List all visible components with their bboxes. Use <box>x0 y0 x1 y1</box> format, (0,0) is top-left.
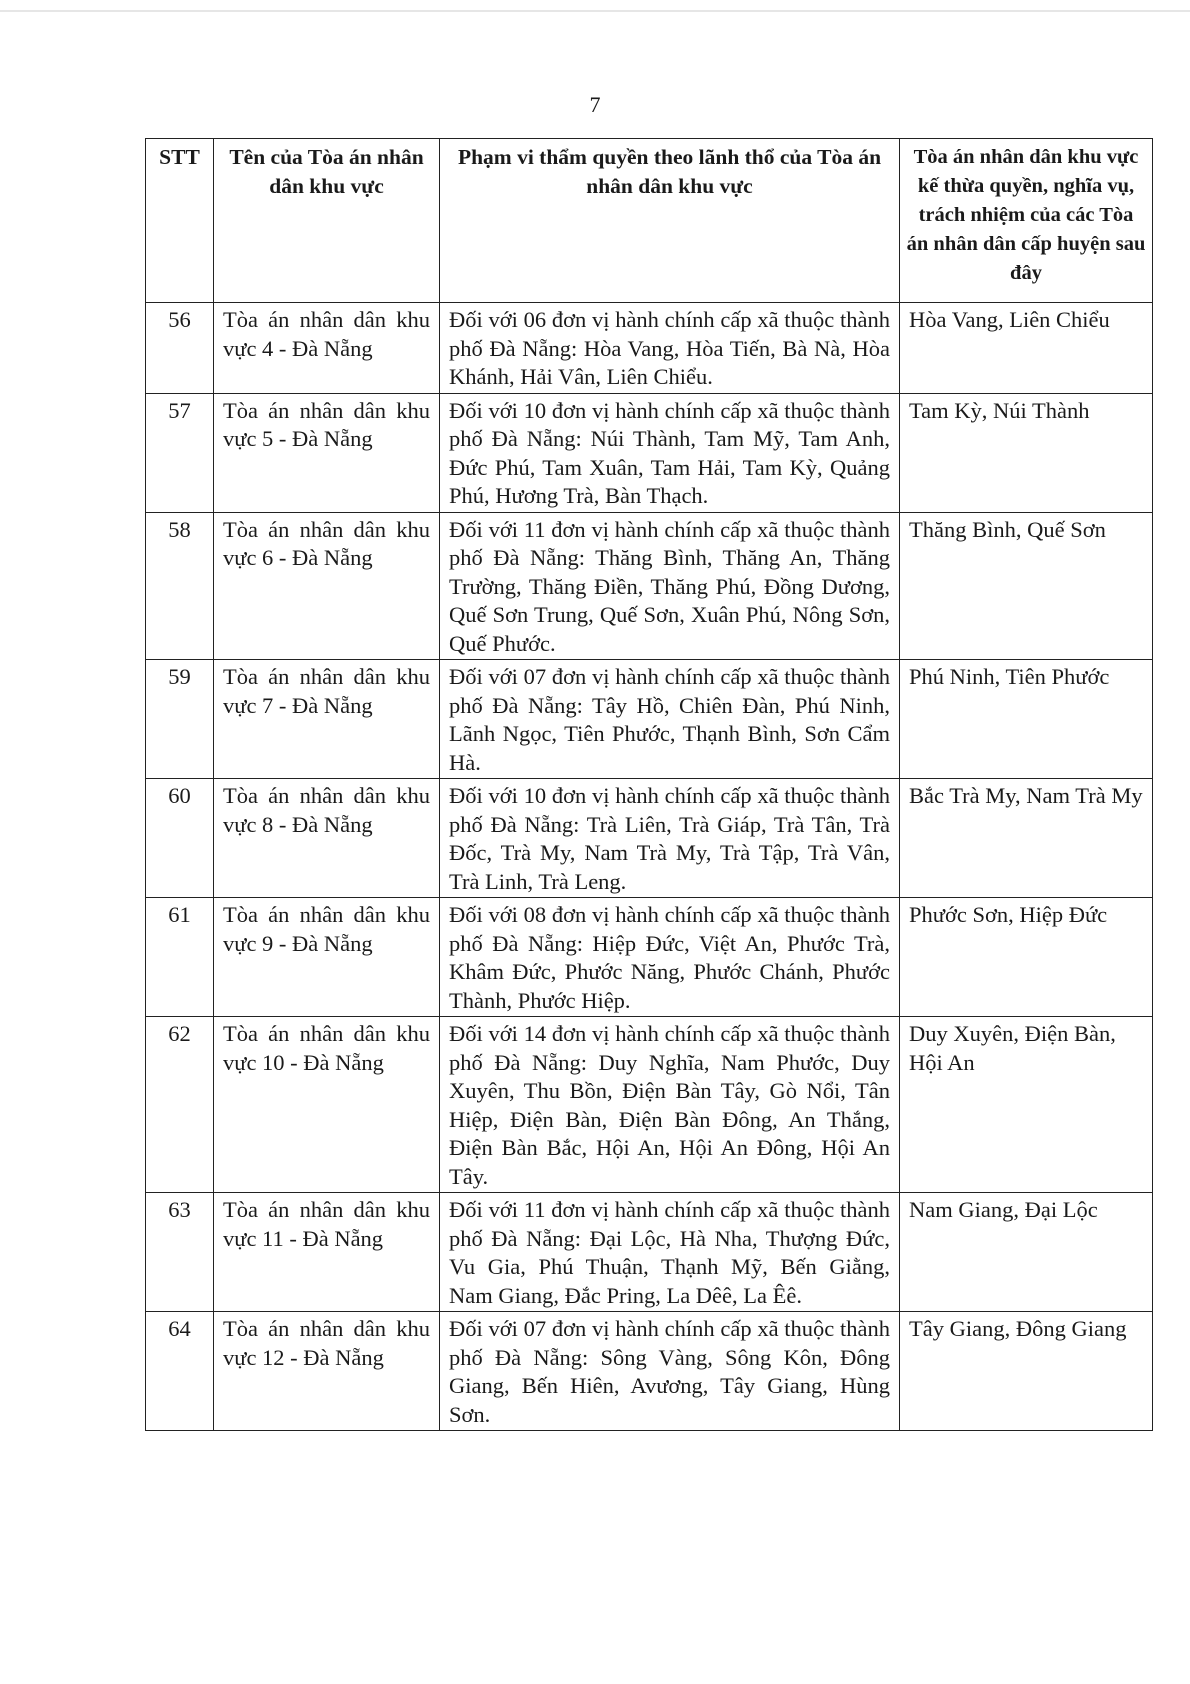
court-jurisdiction-table <box>145 138 1153 1431</box>
row-successor: Phú Ninh, Tiên Phước <box>900 660 1153 779</box>
row-successor: Bắc Trà My, Nam Trà My <box>900 779 1153 898</box>
row-stt: 63 <box>146 1193 214 1312</box>
row-scope: Đối với 06 đơn vị hành chính cấp xã thuộc thành phố Đà Nẵng: Hòa Vang, Hòa Tiến, Bà Nà, Hòa Khánh, Hải Vân, Liên Chiểu. <box>440 303 900 394</box>
row-successor: Duy Xuyên, Điện Bàn, Hội An <box>900 1017 1153 1193</box>
row-scope: Đối với 11 đơn vị hành chính cấp xã thuộc thành phố Đà Nẵng: Thăng Bình, Thăng An, Thăng Trường, Thăng Điền, Thăng Phú, Đồng Dương, Quế Sơn Trung, Quế Sơn, Xuân Phú, Nông Sơn, Quế Phước. <box>440 512 900 660</box>
row-court-name: Tòa án nhân dân khu vực 10 - Đà Nẵng <box>214 1017 440 1193</box>
row-stt: 57 <box>146 393 214 512</box>
row-scope: Đối với 10 đơn vị hành chính cấp xã thuộc thành phố Đà Nẵng: Núi Thành, Tam Mỹ, Tam Anh, Đức Phú, Tam Xuân, Tam Hải, Tam Kỳ, Quảng Phú, Hương Trà, Bàn Thạch. <box>440 393 900 512</box>
header-court-name: Tên của Tòa án nhân dân khu vực <box>214 139 440 303</box>
row-successor: Thăng Bình, Quế Sơn <box>900 512 1153 660</box>
row-scope: Đối với 07 đơn vị hành chính cấp xã thuộc thành phố Đà Nẵng: Sông Vàng, Sông Kôn, Đông Giang, Bến Hiên, Avương, Tây Giang, Hùng Sơn. <box>440 1312 900 1431</box>
row-scope: Đối với 11 đơn vị hành chính cấp xã thuộc thành phố Đà Nẵng: Đại Lộc, Hà Nha, Thượng Đức, Vu Gia, Phú Thuận, Thạnh Mỹ, Bến Giằng, Nam Giang, Đắc Pring, La Dêê, La Êê. <box>440 1193 900 1312</box>
table-row <box>146 779 1153 898</box>
scan-top-border <box>0 10 1190 12</box>
table-row <box>146 1017 1153 1193</box>
row-successor: Phước Sơn, Hiệp Đức <box>900 898 1153 1017</box>
row-court-name: Tòa án nhân dân khu vực 8 - Đà Nẵng <box>214 779 440 898</box>
row-court-name: Tòa án nhân dân khu vực 4 - Đà Nẵng <box>214 303 440 394</box>
row-stt: 59 <box>146 660 214 779</box>
table-row <box>146 303 1153 394</box>
row-scope: Đối với 10 đơn vị hành chính cấp xã thuộc thành phố Đà Nẵng: Trà Liên, Trà Giáp, Trà Tân, Trà Đốc, Trà My, Nam Trà My, Trà Tập, Trà Vân, Trà Linh, Trà Leng. <box>440 779 900 898</box>
page-number: 7 <box>589 92 601 117</box>
row-scope: Đối với 14 đơn vị hành chính cấp xã thuộc thành phố Đà Nẵng: Duy Nghĩa, Nam Phước, Duy Xuyên, Thu Bồn, Điện Bàn Tây, Gò Nổi, Tân Hiệp, Điện Bàn, Điện Bàn Đông, An Thắng, Điện Bàn Bắc, Hội An, Hội An Đông, Hội An Tây. <box>440 1017 900 1193</box>
row-stt: 64 <box>146 1312 214 1431</box>
table-row <box>146 1193 1153 1312</box>
table-row <box>146 512 1153 660</box>
row-stt: 62 <box>146 1017 214 1193</box>
row-court-name: Tòa án nhân dân khu vực 6 - Đà Nẵng <box>214 512 440 660</box>
row-scope: Đối với 08 đơn vị hành chính cấp xã thuộc thành phố Đà Nẵng: Hiệp Đức, Việt An, Phước Trà, Khâm Đức, Phước Năng, Phước Chánh, Phước Thành, Phước Hiệp. <box>440 898 900 1017</box>
row-successor: Nam Giang, Đại Lộc <box>900 1193 1153 1312</box>
row-court-name: Tòa án nhân dân khu vực 12 - Đà Nẵng <box>214 1312 440 1431</box>
row-scope: Đối với 07 đơn vị hành chính cấp xã thuộc thành phố Đà Nẵng: Tây Hồ, Chiên Đàn, Phú Ninh, Lãnh Ngọc, Tiên Phước, Thạnh Bình, Sơn Cẩm Hà. <box>440 660 900 779</box>
row-stt: 61 <box>146 898 214 1017</box>
row-stt: 60 <box>146 779 214 898</box>
table-row <box>146 1312 1153 1431</box>
row-court-name: Tòa án nhân dân khu vực 7 - Đà Nẵng <box>214 660 440 779</box>
row-successor: Tam Kỳ, Núi Thành <box>900 393 1153 512</box>
row-stt: 56 <box>146 303 214 394</box>
table-row <box>146 393 1153 512</box>
row-court-name: Tòa án nhân dân khu vực 5 - Đà Nẵng <box>214 393 440 512</box>
row-stt: 58 <box>146 512 214 660</box>
header-successor: Tòa án nhân dân khu vực kế thừa quyền, nghĩa vụ, trách nhiệm của các Tòa án nhân dân cấp huyện sau đây <box>900 139 1153 303</box>
row-successor: Tây Giang, Đông Giang <box>900 1312 1153 1431</box>
row-court-name: Tòa án nhân dân khu vực 9 - Đà Nẵng <box>214 898 440 1017</box>
header-scope: Phạm vi thẩm quyền theo lãnh thổ của Tòa án nhân dân khu vực <box>440 139 900 303</box>
row-successor: Hòa Vang, Liên Chiểu <box>900 303 1153 394</box>
table-row <box>146 660 1153 779</box>
row-court-name: Tòa án nhân dân khu vực 11 - Đà Nẵng <box>214 1193 440 1312</box>
table-header-row <box>146 139 1153 303</box>
table-row <box>146 898 1153 1017</box>
header-stt: STT <box>146 139 214 303</box>
